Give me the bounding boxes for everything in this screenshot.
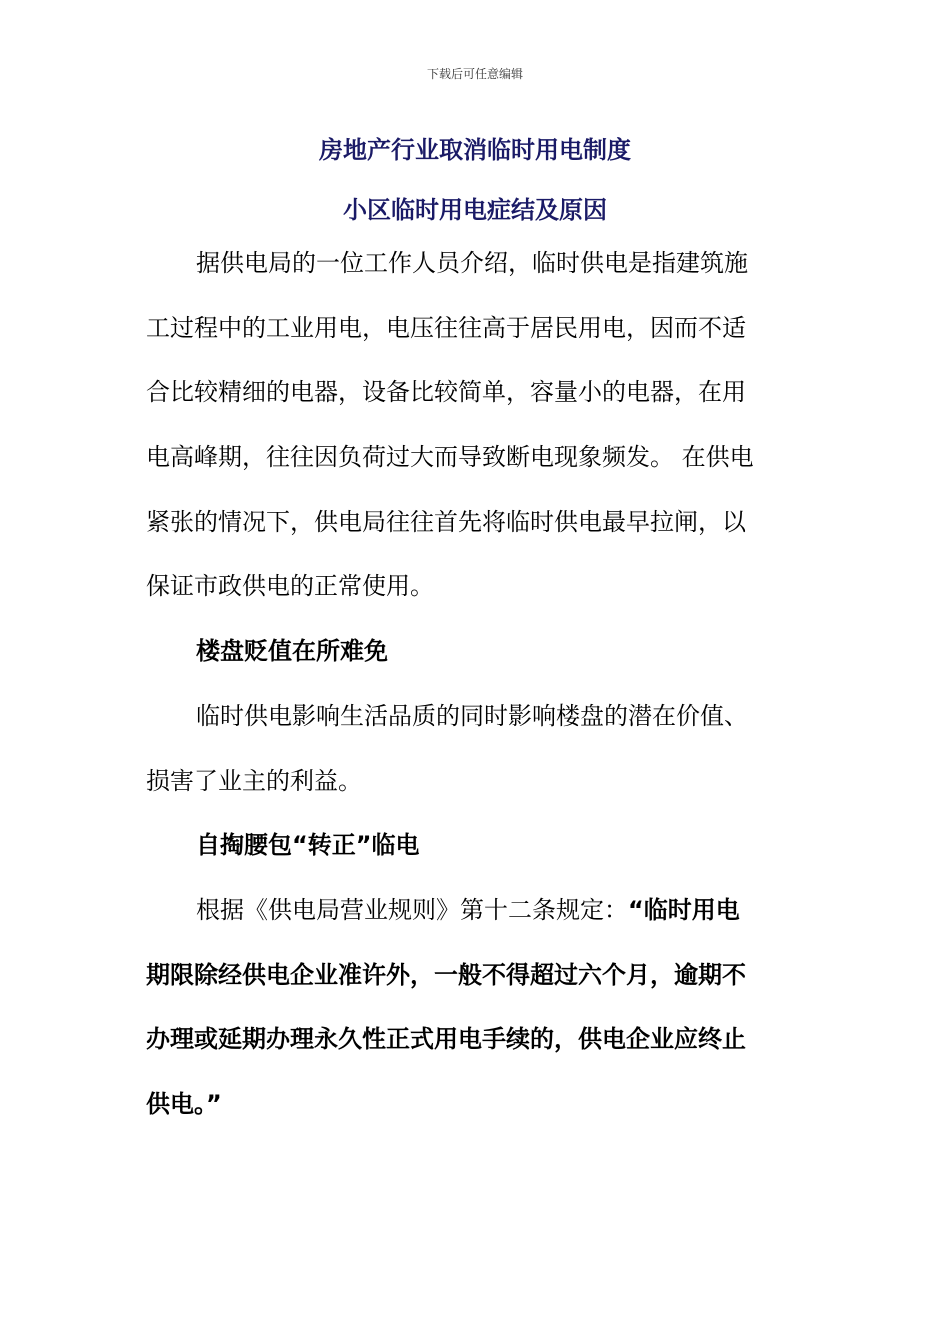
paragraph-3-line-2: 期限除经供电企业准许外，一般不得超过六个月，逾期不 (146, 960, 746, 989)
paragraph-1-line-3: 合比较精细的电器，设备比较简单，容量小的电器，在用 (146, 378, 746, 407)
paragraph-1-line-1: 据供电局的一位工作人员介绍，临时供电是指建筑施 (196, 249, 748, 277)
section-heading-self-funded: 自掏腰包“转正”临电 (196, 831, 420, 860)
document-title: 房地产行业取消临时用电制度 (319, 136, 631, 164)
regulation-intro: 根据《供电局营业规则》第十二条规定： (196, 895, 628, 924)
paragraph-3-line-1 (146, 894, 796, 926)
paragraph-2-line-1: 临时供电影响生活品质的同时影响楼盘的潜在价值、 (196, 701, 748, 730)
paragraph-1-line-6: 保证市政供电的正常使用。 (146, 572, 434, 601)
paragraph-3-line-3: 办理或延期办理永久性正式用电手续的，供电企业应终止 (146, 1025, 746, 1054)
paragraph-2-line-2: 损害了业主的利益。 (146, 766, 362, 795)
paragraph-1-line-5: 紧张的情况下，供电局往往首先将临时供电最早拉闸，以 (146, 507, 746, 536)
section-heading-depreciation: 楼盘贬值在所难免 (196, 637, 388, 666)
paragraph-3-line-4: 供电。” (146, 1089, 222, 1118)
document-body (146, 247, 796, 1153)
paragraph-1-line-4: 电高峰期，往往因负荷过大而导致断电现象频发。 在供电 (146, 443, 754, 472)
paragraph-1-line-2: 工过程中的工业用电，电压往往高于居民用电，因而不适 (146, 313, 746, 342)
page-header-note: 下载后可任意编辑 (426, 67, 523, 81)
regulation-quote-start: “临时用电 (628, 895, 740, 924)
document-subtitle: 小区临时用电症结及原因 (343, 196, 607, 224)
